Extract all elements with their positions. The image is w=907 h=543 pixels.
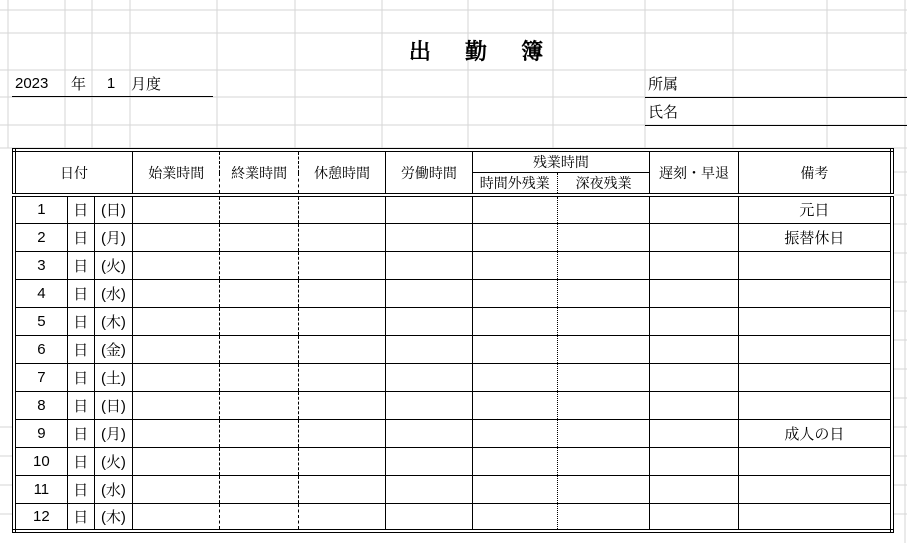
late-early-cell[interactable] — [650, 195, 738, 223]
end-time-cell[interactable] — [220, 447, 298, 475]
work-time-cell[interactable] — [386, 419, 472, 447]
late-early-cell[interactable] — [650, 447, 738, 475]
day-number-cell: 10 — [14, 447, 67, 475]
start-time-cell[interactable] — [133, 195, 220, 223]
overtime-night-cell[interactable] — [557, 391, 649, 419]
month-cell[interactable]: 1 — [106, 74, 116, 92]
day-number-cell: 3 — [14, 251, 67, 279]
day-unit-cell: 日 — [67, 447, 94, 475]
day-number-cell: 1 — [14, 195, 67, 223]
overtime-night-cell[interactable] — [557, 307, 649, 335]
remarks-cell[interactable]: 成人の日 — [738, 419, 892, 447]
late-early-cell[interactable] — [650, 391, 738, 419]
start-time-cell[interactable] — [133, 419, 220, 447]
late-early-cell[interactable] — [650, 223, 738, 251]
weekday-cell: (木) — [94, 503, 132, 531]
start-time-cell[interactable] — [133, 503, 220, 531]
day-unit-cell: 日 — [67, 391, 94, 419]
day-unit-cell: 日 — [67, 363, 94, 391]
weekday-cell: (日) — [94, 195, 132, 223]
work-time-cell[interactable] — [386, 503, 472, 531]
day-number-cell: 8 — [14, 391, 67, 419]
header-overtime-group: 残業時間 — [472, 150, 650, 173]
header-overtime-night: 深夜残業 — [557, 173, 649, 196]
department-input[interactable] — [705, 70, 907, 97]
end-time-cell[interactable] — [220, 195, 298, 223]
table-row — [14, 503, 892, 531]
end-time-cell[interactable] — [220, 475, 298, 503]
overtime-night-cell[interactable] — [557, 419, 649, 447]
table-row — [14, 419, 892, 447]
table-row — [14, 447, 892, 475]
weekday-cell: (月) — [94, 419, 132, 447]
table-row — [14, 307, 892, 335]
overtime-night-cell[interactable] — [557, 335, 649, 363]
day-unit-cell: 日 — [67, 223, 94, 251]
overtime-regular-cell[interactable] — [472, 475, 557, 503]
start-time-cell[interactable] — [133, 447, 220, 475]
year-label: 年 — [70, 75, 86, 93]
overtime-night-cell[interactable] — [557, 279, 649, 307]
end-time-cell[interactable] — [220, 419, 298, 447]
break-time-cell[interactable] — [298, 195, 385, 223]
late-early-cell[interactable] — [650, 307, 738, 335]
overtime-regular-cell[interactable] — [472, 195, 557, 223]
weekday-cell: (月) — [94, 223, 132, 251]
weekday-cell: (金) — [94, 335, 132, 363]
overtime-night-cell[interactable] — [557, 223, 649, 251]
overtime-regular-cell[interactable] — [472, 363, 557, 391]
weekday-cell: (土) — [94, 363, 132, 391]
day-unit-cell: 日 — [67, 335, 94, 363]
break-time-cell[interactable] — [298, 335, 385, 363]
start-time-cell[interactable] — [133, 475, 220, 503]
start-time-cell[interactable] — [133, 307, 220, 335]
end-time-cell[interactable] — [220, 251, 298, 279]
end-time-cell[interactable] — [220, 391, 298, 419]
day-number-cell: 7 — [14, 363, 67, 391]
table-row — [14, 475, 892, 503]
late-early-cell[interactable] — [650, 335, 738, 363]
work-time-cell[interactable] — [386, 307, 472, 335]
break-time-cell[interactable] — [298, 223, 385, 251]
name-input[interactable] — [705, 98, 907, 125]
overtime-regular-cell[interactable] — [472, 279, 557, 307]
remarks-cell[interactable] — [738, 307, 892, 335]
day-number-cell: 4 — [14, 279, 67, 307]
break-time-cell[interactable] — [298, 307, 385, 335]
day-unit-cell: 日 — [67, 503, 94, 531]
overtime-night-cell[interactable] — [557, 363, 649, 391]
attendance-table — [12, 148, 894, 533]
day-unit-cell: 日 — [67, 475, 94, 503]
break-time-cell[interactable] — [298, 363, 385, 391]
remarks-cell[interactable] — [738, 363, 892, 391]
work-time-cell[interactable] — [386, 363, 472, 391]
remarks-cell[interactable] — [738, 335, 892, 363]
table-row — [14, 335, 892, 363]
department-row — [645, 70, 907, 98]
remarks-cell[interactable] — [738, 279, 892, 307]
day-number-cell: 6 — [14, 335, 67, 363]
start-time-cell[interactable] — [133, 223, 220, 251]
month-label: 月度 — [131, 75, 162, 93]
remarks-cell[interactable]: 元日 — [738, 195, 892, 223]
header-remarks: 備考 — [738, 150, 892, 195]
work-time-cell[interactable] — [386, 475, 472, 503]
remarks-cell[interactable] — [738, 251, 892, 279]
break-time-cell[interactable] — [298, 251, 385, 279]
overtime-regular-cell[interactable] — [472, 391, 557, 419]
day-number-cell: 11 — [14, 475, 67, 503]
end-time-cell[interactable] — [220, 307, 298, 335]
break-time-cell[interactable] — [298, 475, 385, 503]
overtime-night-cell[interactable] — [557, 475, 649, 503]
day-unit-cell: 日 — [67, 279, 94, 307]
remarks-cell[interactable] — [738, 391, 892, 419]
table-row — [14, 223, 892, 251]
work-time-cell[interactable] — [386, 335, 472, 363]
start-time-cell[interactable] — [133, 251, 220, 279]
attendance-table-body — [14, 195, 892, 531]
day-number-cell: 9 — [14, 419, 67, 447]
start-time-cell[interactable] — [133, 363, 220, 391]
header-end-time: 終業時間 — [220, 150, 298, 195]
header-break-time: 休憩時間 — [298, 150, 385, 195]
name-row — [645, 98, 907, 126]
weekday-cell: (水) — [94, 475, 132, 503]
header-date: 日付 — [14, 150, 133, 195]
page-title: 出 勤 簿 — [408, 39, 558, 64]
overtime-night-cell[interactable] — [557, 447, 649, 475]
break-time-cell[interactable] — [298, 447, 385, 475]
remarks-cell[interactable]: 振替休日 — [738, 223, 892, 251]
table-row — [14, 363, 892, 391]
overtime-regular-cell[interactable] — [472, 223, 557, 251]
start-time-cell[interactable] — [133, 391, 220, 419]
name-label: 氏名 — [648, 104, 679, 121]
day-number-cell: 5 — [14, 307, 67, 335]
overtime-regular-cell[interactable] — [472, 307, 557, 335]
start-time-cell[interactable] — [133, 335, 220, 363]
overtime-regular-cell[interactable] — [472, 251, 557, 279]
remarks-cell[interactable] — [738, 447, 892, 475]
day-unit-cell: 日 — [67, 195, 94, 223]
period-group — [12, 70, 213, 97]
table-row — [14, 279, 892, 307]
header-start-time: 始業時間 — [133, 150, 220, 195]
day-unit-cell: 日 — [67, 251, 94, 279]
remarks-cell[interactable] — [738, 503, 892, 531]
overtime-night-cell[interactable] — [557, 503, 649, 531]
overtime-regular-cell[interactable] — [472, 503, 557, 531]
start-time-cell[interactable] — [133, 279, 220, 307]
day-unit-cell: 日 — [67, 419, 94, 447]
break-time-cell[interactable] — [298, 419, 385, 447]
work-time-cell[interactable] — [386, 251, 472, 279]
table-row — [14, 251, 892, 279]
day-unit-cell: 日 — [67, 307, 94, 335]
end-time-cell[interactable] — [220, 363, 298, 391]
end-time-cell[interactable] — [220, 335, 298, 363]
end-time-cell[interactable] — [220, 279, 298, 307]
overtime-night-cell[interactable] — [557, 251, 649, 279]
remarks-cell[interactable] — [738, 475, 892, 503]
overtime-night-cell[interactable] — [557, 195, 649, 223]
header-work-time: 労働時間 — [386, 150, 472, 195]
header-overtime-regular: 時間外残業 — [472, 173, 557, 196]
late-early-cell[interactable] — [650, 279, 738, 307]
overtime-regular-cell[interactable] — [472, 335, 557, 363]
year-cell[interactable]: 2023 — [15, 74, 49, 92]
late-early-cell[interactable] — [650, 419, 738, 447]
late-early-cell[interactable] — [650, 503, 738, 531]
end-time-cell[interactable] — [220, 223, 298, 251]
day-number-cell: 2 — [14, 223, 67, 251]
overtime-regular-cell[interactable] — [472, 447, 557, 475]
weekday-cell: (火) — [94, 251, 132, 279]
late-early-cell[interactable] — [650, 475, 738, 503]
weekday-cell: (日) — [94, 391, 132, 419]
table-row — [14, 195, 892, 223]
work-time-cell[interactable] — [386, 223, 472, 251]
department-label: 所属 — [648, 76, 679, 93]
weekday-cell: (木) — [94, 307, 132, 335]
weekday-cell: (火) — [94, 447, 132, 475]
break-time-cell[interactable] — [298, 503, 385, 531]
break-time-cell[interactable] — [298, 279, 385, 307]
work-time-cell[interactable] — [386, 391, 472, 419]
work-time-cell[interactable] — [386, 447, 472, 475]
day-number-cell: 12 — [14, 503, 67, 531]
late-early-cell[interactable] — [650, 251, 738, 279]
overtime-regular-cell[interactable] — [472, 419, 557, 447]
weekday-cell: (水) — [94, 279, 132, 307]
late-early-cell[interactable] — [650, 363, 738, 391]
work-time-cell[interactable] — [386, 195, 472, 223]
table-row — [14, 391, 892, 419]
end-time-cell[interactable] — [220, 503, 298, 531]
break-time-cell[interactable] — [298, 391, 385, 419]
header-late-early: 遅刻・早退 — [650, 150, 738, 195]
work-time-cell[interactable] — [386, 279, 472, 307]
